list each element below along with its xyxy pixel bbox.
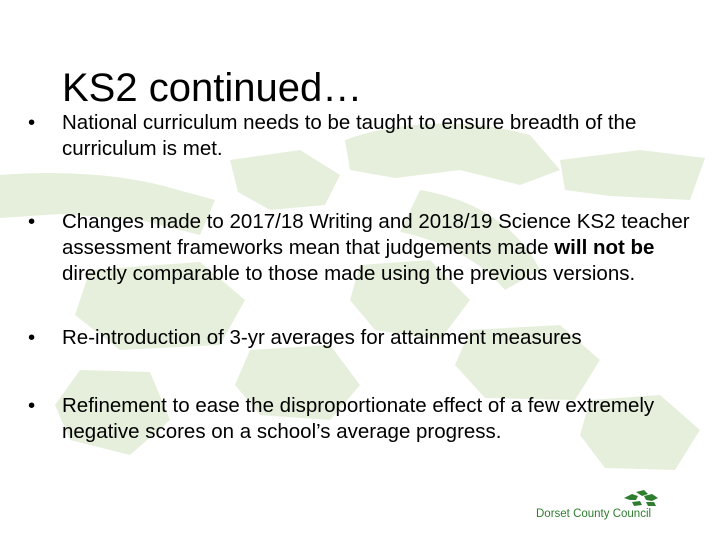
bullet-item xyxy=(28,209,698,287)
bullet-marker: • xyxy=(28,326,36,349)
bullet-marker: • xyxy=(28,111,36,134)
bullet-text-continued: directly comparable to those made using the previous versions. xyxy=(62,262,636,285)
logo-text: Dorset County Council xyxy=(536,508,652,520)
bullet-text: Refinement to ease the disproportionate effect of a few extremely negative scores on a school’s average progress. xyxy=(62,394,655,443)
dorset-county-council-logo xyxy=(536,488,696,528)
bullet-item xyxy=(28,393,698,445)
bullet-text: Changes made to 2017/18 Writing and 2018/19 Science KS2 teacher assessment frameworks mean that judgements made xyxy=(62,210,690,259)
bullet-item xyxy=(28,325,698,351)
bullet-text: National curriculum needs to be taught to ensure breadth of the curriculum is met. xyxy=(62,111,637,160)
bullet-marker: • xyxy=(28,394,36,417)
bullet-marker: • xyxy=(28,210,36,233)
bullet-bold-text: will not be xyxy=(554,236,655,259)
bullet-item xyxy=(28,110,698,162)
bullet-text: Re-introduction of 3-yr averages for attainment measures xyxy=(62,326,582,349)
slide-title: KS2 continued… xyxy=(62,66,363,110)
bullet-list xyxy=(28,110,698,445)
dragon-icon xyxy=(622,488,662,508)
